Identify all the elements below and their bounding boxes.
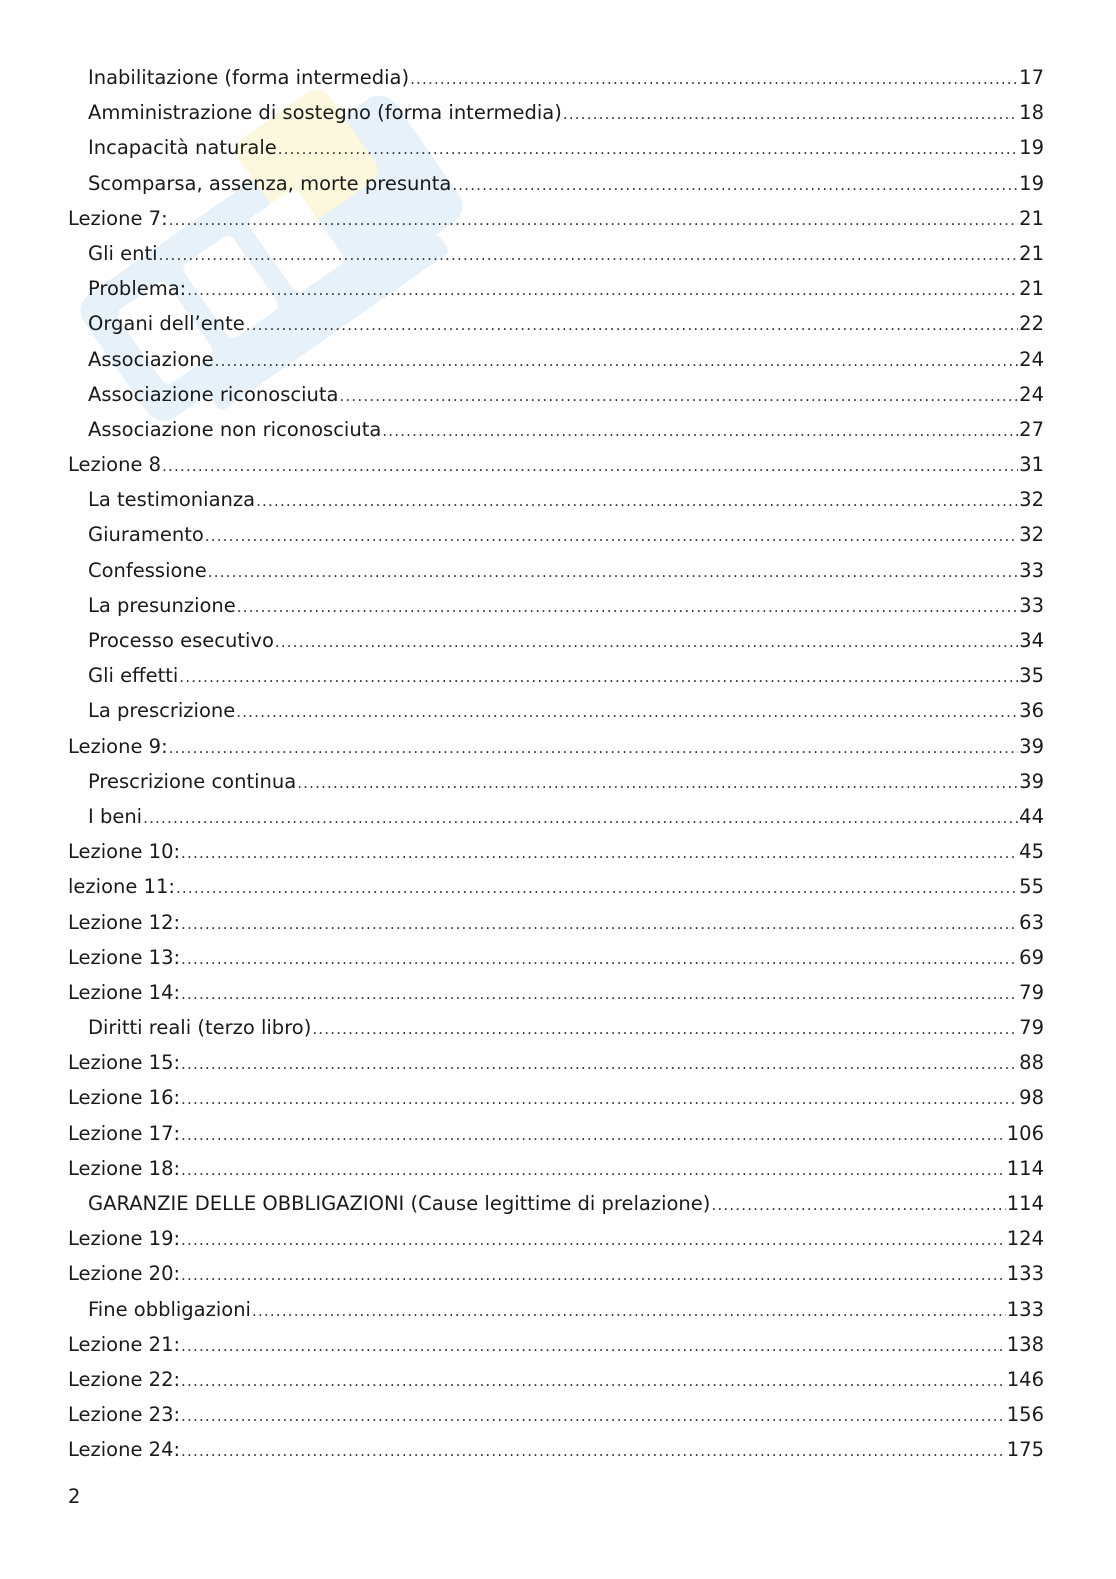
dot-leader xyxy=(169,731,1019,766)
toc-entry-page: 69 xyxy=(1019,945,1044,969)
dot-leader xyxy=(169,203,1019,238)
toc-entry-page: 31 xyxy=(1019,453,1044,477)
toc-entry-page: 114 xyxy=(1006,1192,1044,1215)
toc-entry[interactable] xyxy=(68,1045,1044,1080)
toc-entry[interactable] xyxy=(68,130,1044,165)
toc-entry-title: Gli effetti xyxy=(88,664,179,688)
dot-leader xyxy=(382,414,1018,449)
toc-entry[interactable] xyxy=(68,1221,1044,1256)
toc-entry-page: 175 xyxy=(1006,1438,1044,1462)
dot-leader xyxy=(208,555,1018,590)
toc-entry-title: Associazione xyxy=(88,347,214,371)
toc-entry[interactable] xyxy=(68,1327,1044,1362)
toc-entry[interactable] xyxy=(68,1292,1044,1327)
toc-entry-page: 21 xyxy=(1019,277,1044,301)
toc-entry[interactable] xyxy=(68,975,1044,1010)
toc-entry-title: Problema: xyxy=(88,277,187,301)
toc-entry-title: Processo esecutivo xyxy=(88,629,274,652)
toc-entry[interactable] xyxy=(68,60,1044,95)
toc-entry-title: Associazione non riconosciuta xyxy=(88,417,382,441)
toc-entry[interactable] xyxy=(68,729,1044,764)
dot-leader xyxy=(181,1118,1006,1153)
toc-entry-title: Scomparsa, assenza, morte presunta xyxy=(88,171,452,195)
toc-entry[interactable] xyxy=(68,517,1044,552)
table-of-contents xyxy=(68,60,1044,1468)
dot-leader xyxy=(339,379,1018,414)
toc-entry-title: Incapacità naturale xyxy=(88,136,277,160)
dot-leader xyxy=(181,1153,1006,1188)
dot-leader xyxy=(159,238,1019,273)
toc-entry[interactable] xyxy=(68,95,1044,130)
toc-entry-page: 36 xyxy=(1019,699,1044,723)
dot-leader xyxy=(181,1329,1006,1364)
dot-leader xyxy=(410,62,1018,97)
toc-entry[interactable] xyxy=(68,1397,1044,1432)
toc-entry[interactable] xyxy=(68,166,1044,201)
dot-leader xyxy=(181,836,1018,871)
dot-leader xyxy=(256,484,1018,519)
toc-entry-page: 33 xyxy=(1019,593,1044,617)
toc-entry[interactable] xyxy=(68,940,1044,975)
dot-leader xyxy=(181,977,1018,1012)
toc-entry[interactable] xyxy=(68,1116,1044,1151)
toc-entry-title: Lezione 12: xyxy=(68,910,181,934)
toc-entry-page: 32 xyxy=(1019,523,1044,547)
dot-leader xyxy=(278,132,1018,167)
toc-entry-title: Amministrazione di sostegno (forma intermedia) xyxy=(88,101,562,125)
toc-entry[interactable] xyxy=(68,799,1044,834)
dot-leader xyxy=(181,1082,1018,1117)
toc-entry[interactable] xyxy=(68,905,1044,940)
dot-leader xyxy=(246,308,1018,343)
toc-entry-page: 133 xyxy=(1006,1262,1044,1286)
toc-entry-page: 79 xyxy=(1019,980,1044,1004)
toc-entry-page: 24 xyxy=(1019,382,1044,406)
dot-leader xyxy=(143,801,1018,836)
toc-entry-page: 17 xyxy=(1019,66,1044,89)
toc-entry[interactable] xyxy=(68,1080,1044,1115)
toc-entry-title: Prescrizione continua xyxy=(88,769,297,793)
dot-leader xyxy=(181,1399,1006,1434)
toc-entry-page: 34 xyxy=(1019,629,1044,652)
toc-entry-page: 106 xyxy=(1006,1121,1044,1145)
dot-leader xyxy=(179,660,1018,695)
toc-entry-page: 44 xyxy=(1019,804,1044,828)
toc-entry-page: 22 xyxy=(1019,312,1044,336)
toc-entry[interactable] xyxy=(68,869,1044,904)
toc-entry[interactable] xyxy=(68,482,1044,517)
toc-entry-page: 19 xyxy=(1019,136,1044,160)
toc-entry-title: Inabilitazione (forma intermedia) xyxy=(88,66,410,89)
toc-entry-page: 21 xyxy=(1019,241,1044,265)
toc-entry-title: Lezione 14: xyxy=(68,980,181,1004)
toc-entry-page: 45 xyxy=(1019,840,1044,864)
toc-entry-page: 138 xyxy=(1006,1332,1044,1356)
dot-leader xyxy=(205,519,1018,554)
toc-entry-title: Lezione 20: xyxy=(68,1262,181,1286)
toc-entry-title: La testimonianza xyxy=(88,488,256,512)
dot-leader xyxy=(452,168,1018,203)
toc-entry-page: 21 xyxy=(1019,206,1044,230)
toc-entry-title: lezione 11: xyxy=(68,875,175,899)
toc-entry[interactable] xyxy=(68,447,1044,482)
toc-entry[interactable] xyxy=(68,377,1044,412)
toc-entry-title: Diritti reali (terzo libro) xyxy=(88,1016,312,1040)
toc-entry-page: 63 xyxy=(1019,910,1044,934)
toc-entry-page: 39 xyxy=(1019,769,1044,793)
toc-entry-title: Lezione 15: xyxy=(68,1051,181,1075)
dot-leader xyxy=(162,449,1018,484)
toc-entry[interactable] xyxy=(68,658,1044,693)
toc-entry-title: GARANZIE DELLE OBBLIGAZIONI (Cause legittime di prelazione) xyxy=(88,1192,711,1215)
toc-entry[interactable] xyxy=(68,1256,1044,1291)
toc-entry-page: 146 xyxy=(1006,1367,1044,1391)
toc-entry-page: 124 xyxy=(1006,1227,1044,1251)
toc-entry-title: Lezione 9: xyxy=(68,734,168,758)
dot-leader xyxy=(181,1223,1006,1258)
toc-entry-title: Organi dell’ente xyxy=(88,312,245,336)
toc-entry-title: Lezione 17: xyxy=(68,1121,181,1145)
toc-entry-title: Lezione 8 xyxy=(68,453,162,477)
toc-entry[interactable] xyxy=(68,342,1044,377)
toc-entry-title: La presunzione xyxy=(88,593,236,617)
dot-leader xyxy=(181,1364,1006,1399)
toc-entry-page: 19 xyxy=(1019,171,1044,195)
dot-leader xyxy=(181,1258,1006,1293)
toc-entry[interactable] xyxy=(68,623,1044,658)
toc-entry-page: 55 xyxy=(1019,875,1044,899)
dot-leader xyxy=(711,1188,1005,1223)
toc-entry[interactable] xyxy=(68,1362,1044,1397)
toc-entry-title: Lezione 10: xyxy=(68,840,181,864)
toc-entry-title: Lezione 18: xyxy=(68,1156,181,1180)
toc-entry-page: 35 xyxy=(1019,664,1044,688)
dot-leader xyxy=(187,273,1018,308)
toc-entry[interactable] xyxy=(68,306,1044,341)
toc-entry-title: Lezione 13: xyxy=(68,945,181,969)
dot-leader xyxy=(176,871,1018,906)
dot-leader xyxy=(312,1012,1018,1047)
toc-entry-title: Lezione 16: xyxy=(68,1086,181,1110)
dot-leader xyxy=(563,97,1018,132)
dot-leader xyxy=(297,766,1018,801)
toc-entry-title: Lezione 7: xyxy=(68,206,168,230)
toc-entry[interactable] xyxy=(68,1432,1044,1467)
toc-entry-page: 79 xyxy=(1019,1016,1044,1040)
dot-leader xyxy=(215,344,1019,379)
dot-leader xyxy=(237,590,1018,625)
toc-entry-title: I beni xyxy=(88,804,143,828)
toc-entry[interactable] xyxy=(68,1151,1044,1186)
toc-entry[interactable] xyxy=(68,412,1044,447)
toc-entry-title: Lezione 23: xyxy=(68,1403,181,1427)
toc-entry-page: 24 xyxy=(1019,347,1044,371)
toc-entry-page: 32 xyxy=(1019,488,1044,512)
toc-entry-title: Lezione 24: xyxy=(68,1438,181,1462)
toc-entry[interactable] xyxy=(68,236,1044,271)
toc-entry-title: Giuramento xyxy=(88,523,204,547)
toc-entry[interactable] xyxy=(68,201,1044,236)
toc-entry-page: 156 xyxy=(1006,1403,1044,1427)
toc-entry-title: La prescrizione xyxy=(88,699,236,723)
toc-entry-title: Associazione riconosciuta xyxy=(88,382,339,406)
toc-entry-title: Confessione xyxy=(88,558,207,582)
toc-entry-title: Lezione 22: xyxy=(68,1367,181,1391)
dot-leader xyxy=(252,1294,1006,1329)
toc-entry[interactable] xyxy=(68,553,1044,588)
toc-entry-page: 27 xyxy=(1019,417,1044,441)
dot-leader xyxy=(181,1047,1018,1082)
toc-entry[interactable] xyxy=(68,1186,1044,1221)
toc-entry[interactable] xyxy=(68,1010,1044,1045)
toc-entry[interactable] xyxy=(68,834,1044,869)
dot-leader xyxy=(181,942,1018,977)
toc-entry-title: Gli enti xyxy=(88,241,158,265)
toc-entry-page: 88 xyxy=(1019,1051,1044,1075)
dot-leader xyxy=(181,1434,1006,1469)
toc-entry-page: 33 xyxy=(1019,558,1044,582)
toc-entry[interactable] xyxy=(68,271,1044,306)
page-number: 2 xyxy=(68,1485,81,1508)
dot-leader xyxy=(181,907,1018,942)
toc-entry-title: Fine obbligazioni xyxy=(88,1297,251,1321)
toc-entry-page: 98 xyxy=(1019,1086,1044,1110)
dot-leader xyxy=(236,695,1018,730)
toc-entry[interactable] xyxy=(68,764,1044,799)
toc-entry[interactable] xyxy=(68,588,1044,623)
toc-entry-page: 18 xyxy=(1019,101,1044,125)
toc-entry[interactable] xyxy=(68,693,1044,728)
toc-entry-title: Lezione 21: xyxy=(68,1332,181,1356)
toc-entry-page: 39 xyxy=(1019,734,1044,758)
toc-entry-page: 133 xyxy=(1006,1297,1044,1321)
toc-entry-title: Lezione 19: xyxy=(68,1227,181,1251)
dot-leader xyxy=(275,625,1018,660)
toc-entry-page: 114 xyxy=(1006,1156,1044,1180)
